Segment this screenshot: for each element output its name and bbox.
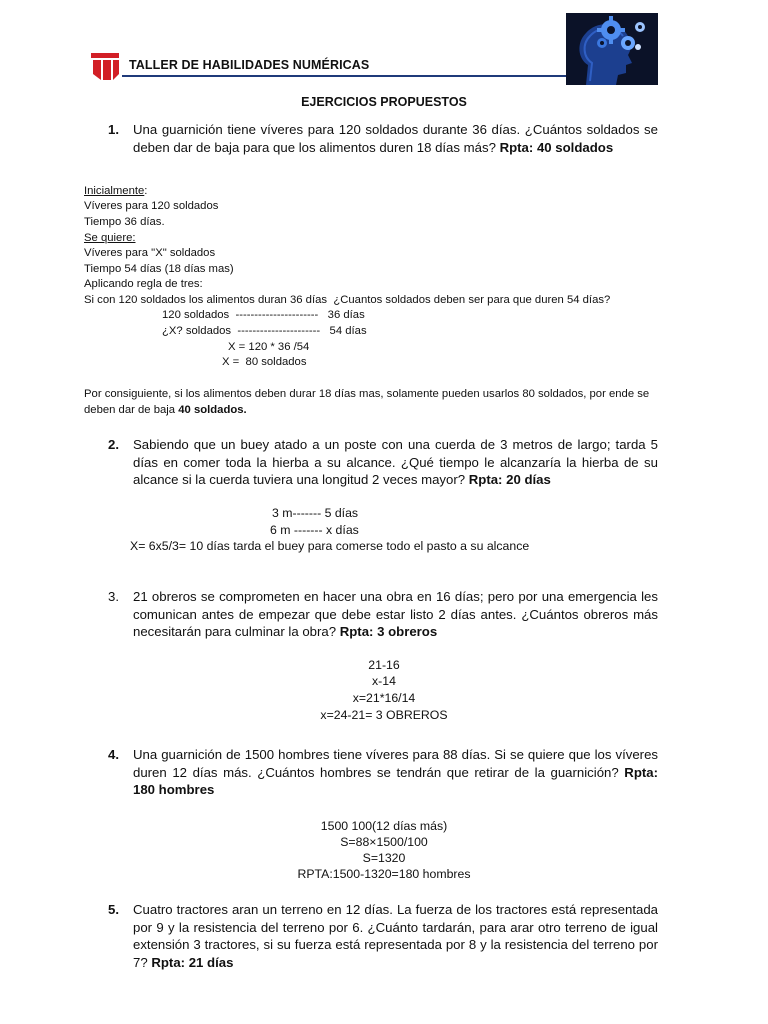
work-line: ¿X? soldados ---------------------- 54 días xyxy=(162,325,367,337)
question-3 xyxy=(133,588,658,641)
work-line: 120 soldados ---------------------- 36 días xyxy=(162,309,365,321)
work-line: 21-16 xyxy=(368,658,400,672)
question-text: Cuatro tractores aran un terreno en 12 días. La fuerza de los tractores está representada por 9 y la resistencia del terreno por 6. ¿Cuánto tardarán, para arar otro terreno de igual extensión 3 tractores, si su fuerza está representada por 8 y la resistencia del terreno por 7? xyxy=(133,902,658,970)
work-line: S=88×1500/100 xyxy=(340,835,428,849)
work-line: Se quiere: xyxy=(84,232,136,244)
question-5 xyxy=(133,901,658,971)
question-number: 2. xyxy=(108,437,119,452)
question-number: 4. xyxy=(108,747,119,762)
question-text: 21 obreros se comprometen en hacer una obra en 16 días; pero por una emergencia les comunican antes de empezar que debe estar listo 2 días antes. ¿Cuántos obreros más necesitarán para culminar la obra? xyxy=(133,589,658,639)
answer: Rpta: 20 días xyxy=(468,472,551,487)
work-line: Tiempo 54 días (18 días mas) xyxy=(84,263,234,275)
question-number: 1. xyxy=(108,122,119,137)
work-line: X= 6x5/3= 10 días tarda el buey para comerse todo el pasto a su alcance xyxy=(130,539,530,553)
question-text: Sabiendo que un buey atado a un poste con una cuerda de 3 metros de largo; tarda 5 días en comer toda la hierba a su alcance. ¿Qué tiempo le alcanzaría la hierba de su alcance si la cuerda tuviera una longitud 2 veces mayor? xyxy=(133,437,658,487)
header-title: TALLER DE HABILIDADES NUMÉRICAS xyxy=(129,58,370,72)
work-line: Tiempo 36 días. xyxy=(84,216,165,228)
work-line: x=24-21= 3 OBREROS xyxy=(320,708,448,722)
question-2 xyxy=(133,436,658,489)
question-4 xyxy=(133,746,658,799)
work-line: Inicialmente: xyxy=(84,185,148,197)
work-line: X = 120 * 36 /54 xyxy=(228,341,310,353)
answer: Rpta: 3 obreros xyxy=(339,624,438,639)
question-text: Una guarnición de 1500 hombres tiene víveres para 88 días. Si se quiere que los víveres duren 12 días más. ¿Cuántos hombres se tendrán que retirar de la guarnición? xyxy=(133,747,658,780)
university-logo-icon xyxy=(89,50,121,82)
work-line: RPTA:1500-1320=180 hombres xyxy=(297,867,471,881)
work-line: Víveres para "X" soldados xyxy=(84,247,216,259)
work-line: x-14 xyxy=(372,674,396,688)
work-line: Si con 120 soldados los alimentos duran 36 días ¿Cuantos soldados deben ser para que duren 54 días? xyxy=(84,294,611,306)
work-line: Víveres para 120 soldados xyxy=(84,200,219,212)
section-title: EJERCICIOS PROPUESTOS xyxy=(301,95,467,109)
brain-gears-icon xyxy=(566,13,658,85)
question-1 xyxy=(133,121,658,156)
answer: Rpta: 180 hombres xyxy=(133,764,658,797)
work-line: Aplicando regla de tres: xyxy=(84,278,203,290)
work-line: S=1320 xyxy=(362,851,406,865)
answer: Rpta: 40 soldados xyxy=(499,139,614,155)
question-text: Una guarnición tiene víveres para 120 soldados durante 36 días. ¿Cuántos soldados se deben dar de baja para que los alimentos duren 18 días más? xyxy=(133,122,658,155)
question-number: 3. xyxy=(108,589,119,604)
work-line: 6 m ------- x días xyxy=(270,523,359,537)
work-line: 3 m------- 5 días xyxy=(272,506,359,520)
work-line: X = 80 soldados xyxy=(222,356,307,368)
question-number: 5. xyxy=(108,902,119,917)
header-divider xyxy=(122,75,586,77)
conclusion: Por consiguiente, si los alimentos deben durar 18 días mas, solamente pueden usarlos 80 soldados, por ende se deben dar de baja 40 soldados. xyxy=(84,388,650,416)
work-line: x=21*16/14 xyxy=(352,691,416,705)
work-line: 1500 100(12 días más) xyxy=(320,819,448,833)
answer: Rpta: 21 días xyxy=(151,954,234,970)
